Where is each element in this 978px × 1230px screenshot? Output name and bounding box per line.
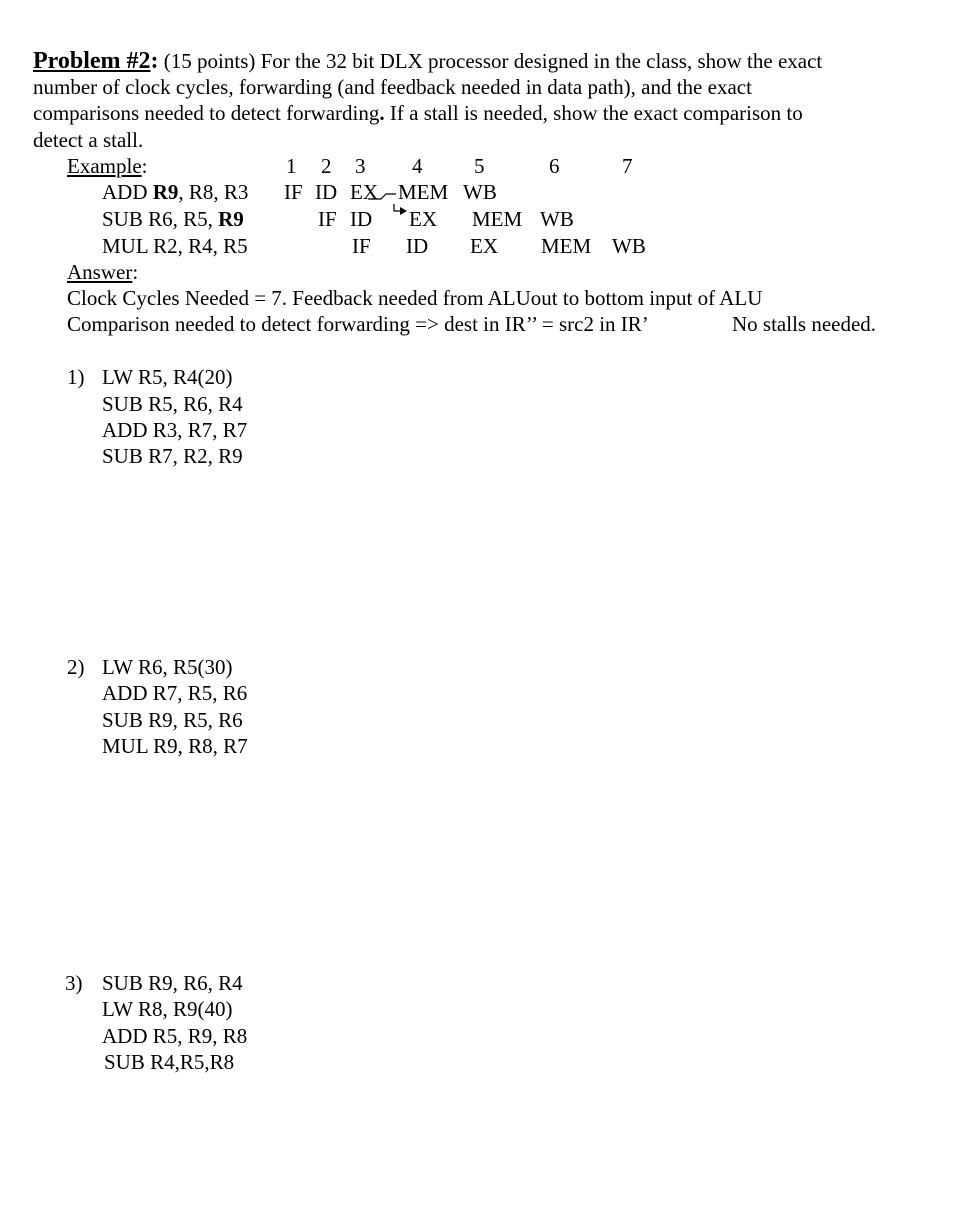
cycle-number-2: 2 xyxy=(321,154,332,178)
pipeline-row2-mem: MEM xyxy=(472,207,523,231)
example-sub-op: SUB R6, R5, xyxy=(102,207,219,231)
question-2-line-1: LW R6, R5(30) xyxy=(102,655,233,679)
cycle-number-3: 3 xyxy=(355,154,366,178)
answer-line-2: Comparison needed to detect forwarding => dest in IR’’ = src2 in IR’ xyxy=(67,312,649,336)
pipeline-row1-if: IF xyxy=(284,180,303,204)
problem-intro-text-3a: comparisons needed to detect forwarding xyxy=(33,101,380,125)
cycle-number-4: 4 xyxy=(412,154,423,178)
question-1-line-2: SUB R5, R6, R4 xyxy=(102,392,243,416)
question-2-number: 2) xyxy=(67,655,85,679)
example-label-colon: : xyxy=(141,154,148,178)
problem-intro-text-3b: If a stall is needed, show the exact comparison to xyxy=(384,101,803,125)
question-1-line-3: ADD R3, R7, R7 xyxy=(102,418,248,442)
cycle-number-7: 7 xyxy=(622,154,633,178)
example-add-rest: , R8, R3 xyxy=(178,180,249,204)
pipeline-row3-ex: EX xyxy=(470,234,498,258)
question-3-line-4: SUB R4,R5,R8 xyxy=(104,1050,235,1074)
forwarding-arrow-shaft xyxy=(394,204,400,211)
forwarding-arrow-top xyxy=(368,194,396,199)
example-instruction-mul: MUL R2, R4, R5 xyxy=(102,234,248,258)
pipeline-row3-wb: WB xyxy=(612,234,646,258)
answer-line-1: Clock Cycles Needed = 7. Feedback needed from ALUout to bottom input of ALU xyxy=(67,286,763,310)
pipeline-row2-id: ID xyxy=(350,207,373,231)
pipeline-row1-mem: MEM xyxy=(398,180,449,204)
pipeline-row1-id: ID xyxy=(315,180,338,204)
example-add-dest: R9 xyxy=(152,180,179,204)
cycle-number-1: 1 xyxy=(286,154,297,178)
problem-intro-dot: . xyxy=(379,101,385,125)
pipeline-row2-wb: WB xyxy=(540,207,574,231)
problem-intro-text-1: (15 points) For the 32 bit DLX processor designed in the class, show the exact xyxy=(158,49,823,73)
question-2-line-4: MUL R9, R8, R7 xyxy=(102,734,248,758)
example-add-op: ADD xyxy=(102,180,153,204)
answer-label xyxy=(67,262,138,283)
forwarding-arrow-head xyxy=(400,207,407,215)
answer-label-text: Answer xyxy=(67,260,133,284)
question-1-line-4: SUB R7, R2, R9 xyxy=(102,444,243,468)
example-sub-src: R9 xyxy=(218,207,244,231)
pipeline-row2-ex: EX xyxy=(409,207,437,231)
problem-intro-line-4: detect a stall. xyxy=(33,128,144,152)
cycle-number-6: 6 xyxy=(549,154,560,178)
cycle-number-5: 5 xyxy=(474,154,485,178)
pipeline-row1-wb: WB xyxy=(463,180,497,204)
pipeline-row3-mem: MEM xyxy=(541,234,592,258)
question-1-number: 1) xyxy=(67,365,85,389)
answer-stalls: No stalls needed. xyxy=(732,312,877,336)
answer-label-colon: : xyxy=(132,260,139,284)
question-3-line-3: ADD R5, R9, R8 xyxy=(102,1024,248,1048)
question-3-number: 3) xyxy=(65,971,83,995)
problem-intro-line-2: number of clock cycles, forwarding (and feedback needed in data path), and the exact xyxy=(33,75,752,99)
pipeline-row2-if: IF xyxy=(318,207,337,231)
problem-title-colon: : xyxy=(150,48,159,74)
question-2-line-2: ADD R7, R5, R6 xyxy=(102,681,248,705)
question-3-line-1: SUB R9, R6, R4 xyxy=(102,971,243,995)
question-2-line-3: SUB R9, R5, R6 xyxy=(102,708,243,732)
problem-title: Problem #2 xyxy=(33,48,151,74)
example-label-text: Example xyxy=(67,154,142,178)
question-1-line-1: LW R5, R4(20) xyxy=(102,365,233,389)
pipeline-row1-ex: EX xyxy=(350,180,378,204)
pipeline-row3-id: ID xyxy=(406,234,429,258)
pipeline-row3-if: IF xyxy=(352,234,371,258)
question-3-line-2: LW R8, R9(40) xyxy=(102,997,233,1021)
